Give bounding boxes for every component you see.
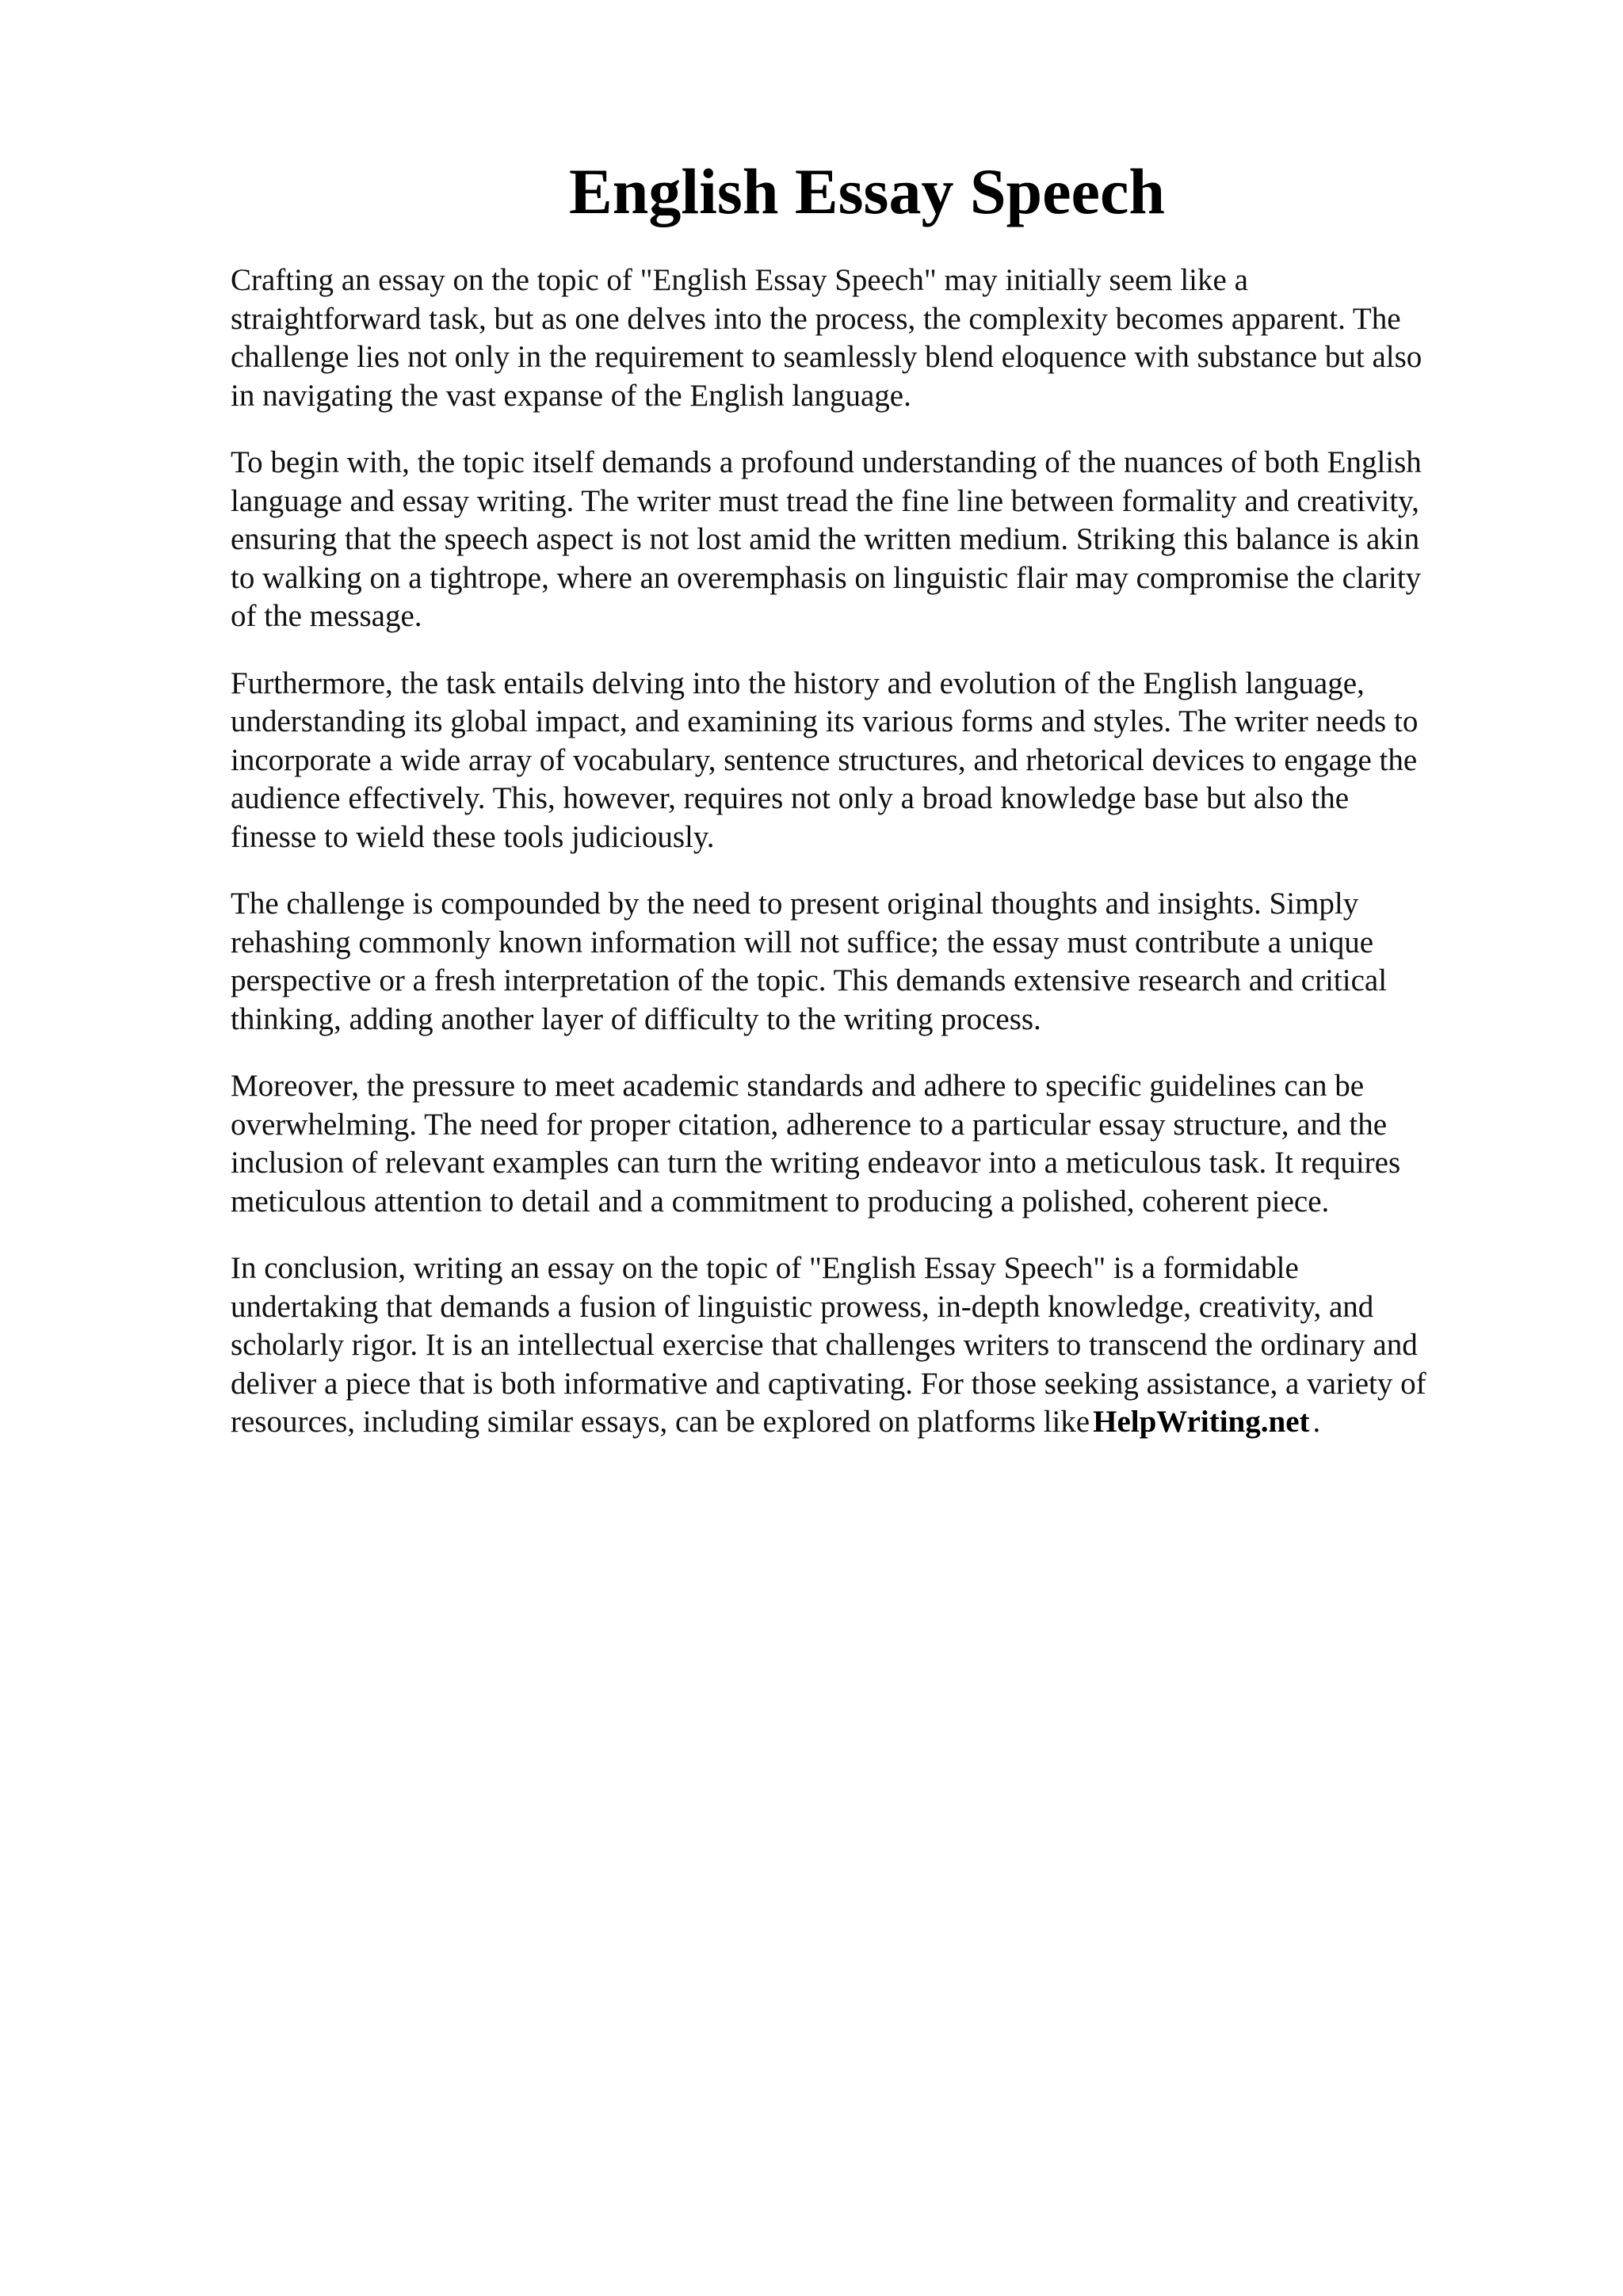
essay-body — [231, 261, 1507, 1470]
text-line: thinking, adding another layer of difficulty to the writing process. — [231, 1001, 1041, 1036]
text-line: ensuring that the speech aspect is not lost amid the written medium. Striking this balance is akin — [231, 522, 1420, 556]
paragraph-6 — [231, 1249, 1507, 1442]
text-line: meticulous attention to detail and a commitment to producing a polished, coherent piece. — [231, 1184, 1330, 1219]
text-line: straightforward task, but as one delves into the process, the complexity becomes apparent. The — [231, 301, 1401, 336]
final-line-text: resources, including similar essays, can be explored on platforms like — [231, 1405, 1090, 1439]
text-line: rehashing commonly known information will not suffice; the essay must contribute a unique — [231, 925, 1374, 959]
final-text-line — [231, 1403, 1507, 1442]
paragraph-1 — [231, 261, 1507, 415]
text-line: in navigating the vast expanse of the English language. — [231, 378, 911, 413]
paragraph-3 — [231, 665, 1507, 857]
text-line: Furthermore, the task entails delving into the history and evolution of the English language, — [231, 666, 1365, 700]
paragraph-2 — [231, 444, 1507, 636]
text-line: Moreover, the pressure to meet academic standards and adhere to specific guidelines can be — [231, 1069, 1365, 1103]
text-line: of the message. — [231, 599, 422, 633]
text-line: undertaking that demands a fusion of linguistic prowess, in-depth knowledge, creativity, and — [231, 1289, 1374, 1324]
text-line: To begin with, the topic itself demands a profound understanding of the nuances of both English — [231, 445, 1422, 479]
paragraph-5 — [231, 1067, 1507, 1221]
text-line: challenge lies not only in the requirement to seamlessly blend eloquence with substance but also — [231, 340, 1423, 374]
text-line: finesse to wield these tools judiciously. — [231, 819, 715, 854]
text-line: The challenge is compounded by the need to present original thoughts and insights. Simply — [231, 887, 1359, 921]
text-line: audience effectively. This, however, requires not only a broad knowledge base but also the — [231, 781, 1350, 815]
paragraph-4 — [231, 885, 1507, 1039]
text-line: perspective or a fresh interpretation of the topic. This demands extensive research and critical — [231, 963, 1388, 997]
text-line: scholarly rigor. It is an intellectual exercise that challenges writers to transcend the ordinary and — [231, 1328, 1418, 1362]
text-line: deliver a piece that is both informative and captivating. For those seeking assistance, a variety of — [231, 1366, 1426, 1401]
text-line: incorporate a wide array of vocabulary, sentence structures, and rhetorical devices to engage the — [231, 742, 1418, 777]
final-period: . — [1312, 1405, 1321, 1439]
helpwriting-link[interactable]: HelpWriting.net — [1093, 1405, 1310, 1439]
text-line: language and essay writing. The writer must tread the fine line between formality and creativity, — [231, 483, 1419, 518]
text-line: Crafting an essay on the topic of "English Essay Speech" may initially seem like a — [231, 263, 1248, 297]
text-line: to walking on a tightrope, where an overemphasis on linguistic flair may compromise the clarity — [231, 560, 1422, 595]
text-line: overwhelming. The need for proper citation, adherence to a particular essay structure, and the — [231, 1107, 1388, 1142]
text-line: In conclusion, writing an essay on the topic of "English Essay Speech" is a formidable — [231, 1251, 1299, 1285]
text-line: inclusion of relevant examples can turn the writing endeavor into a meticulous task. It requires — [231, 1146, 1401, 1180]
page-title: English Essay Speech — [569, 155, 1165, 227]
text-line: understanding its global impact, and examining its various forms and styles. The writer needs to — [231, 704, 1419, 738]
